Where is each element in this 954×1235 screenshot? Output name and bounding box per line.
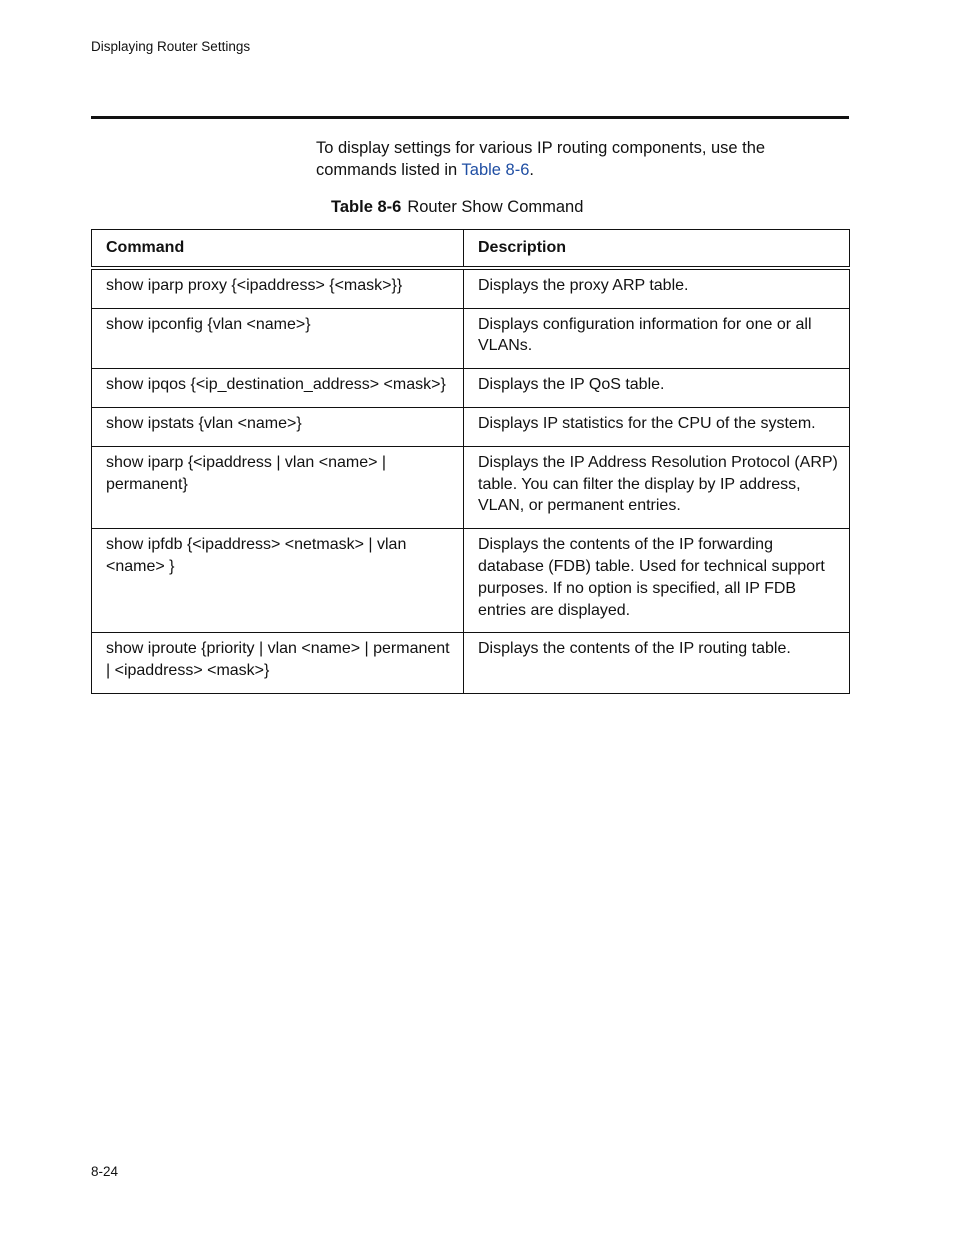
description-cell: Displays the contents of the IP forwarding database (FDB) table. Used for technical support purposes. If no option is specified, all IP FDB entries are displayed. xyxy=(464,529,850,633)
description-cell: Displays configuration information for one or all VLANs. xyxy=(464,308,850,369)
column-header-description: Description xyxy=(464,230,850,268)
column-header-command: Command xyxy=(92,230,464,268)
table-row xyxy=(92,633,850,694)
running-header: Displaying Router Settings xyxy=(91,39,251,54)
description-cell: Displays the IP QoS table. xyxy=(464,369,850,408)
table-row xyxy=(92,308,850,369)
table-header-row xyxy=(92,230,850,268)
command-cell: show ipfdb {<ipaddress> <netmask> | vlan <name> } xyxy=(92,529,464,633)
intro-text-end: . xyxy=(529,161,534,179)
intro-paragraph xyxy=(316,137,836,181)
table-caption xyxy=(331,196,583,218)
command-cell: show ipqos {<ip_destination_address> <mask>} xyxy=(92,369,464,408)
page-number: 8-24 xyxy=(91,1164,119,1179)
table-reference-link[interactable]: Table 8-6 xyxy=(461,161,530,179)
description-cell: Displays IP statistics for the CPU of the system. xyxy=(464,407,850,446)
command-cell: show iproute {priority | vlan <name> | permanent | <ipaddress> <mask>} xyxy=(92,633,464,694)
command-cell: show ipstats {vlan <name>} xyxy=(92,407,464,446)
table-caption-label: Table 8-6 xyxy=(331,198,402,216)
description-cell: Displays the contents of the IP routing table. xyxy=(464,633,850,694)
header-rule xyxy=(91,116,849,119)
table-row xyxy=(92,529,850,633)
command-cell: show iparp {<ipaddress | vlan <name> | permanent} xyxy=(92,446,464,528)
description-cell: Displays the proxy ARP table. xyxy=(464,268,850,308)
router-show-command-table xyxy=(91,229,850,694)
command-cell: show iparp proxy {<ipaddress> {<mask>}} xyxy=(92,268,464,308)
description-cell: Displays the IP Address Resolution Protocol (ARP) table. You can filter the display by IP address, VLAN, or permanent entries. xyxy=(464,446,850,528)
table-row xyxy=(92,446,850,528)
table-caption-title: Router Show Command xyxy=(407,198,584,216)
table-row xyxy=(92,268,850,308)
command-cell: show ipconfig {vlan <name>} xyxy=(92,308,464,369)
table-row xyxy=(92,407,850,446)
table-row xyxy=(92,369,850,408)
intro-text: To display settings for various IP routing components, use the commands listed in xyxy=(316,139,766,179)
